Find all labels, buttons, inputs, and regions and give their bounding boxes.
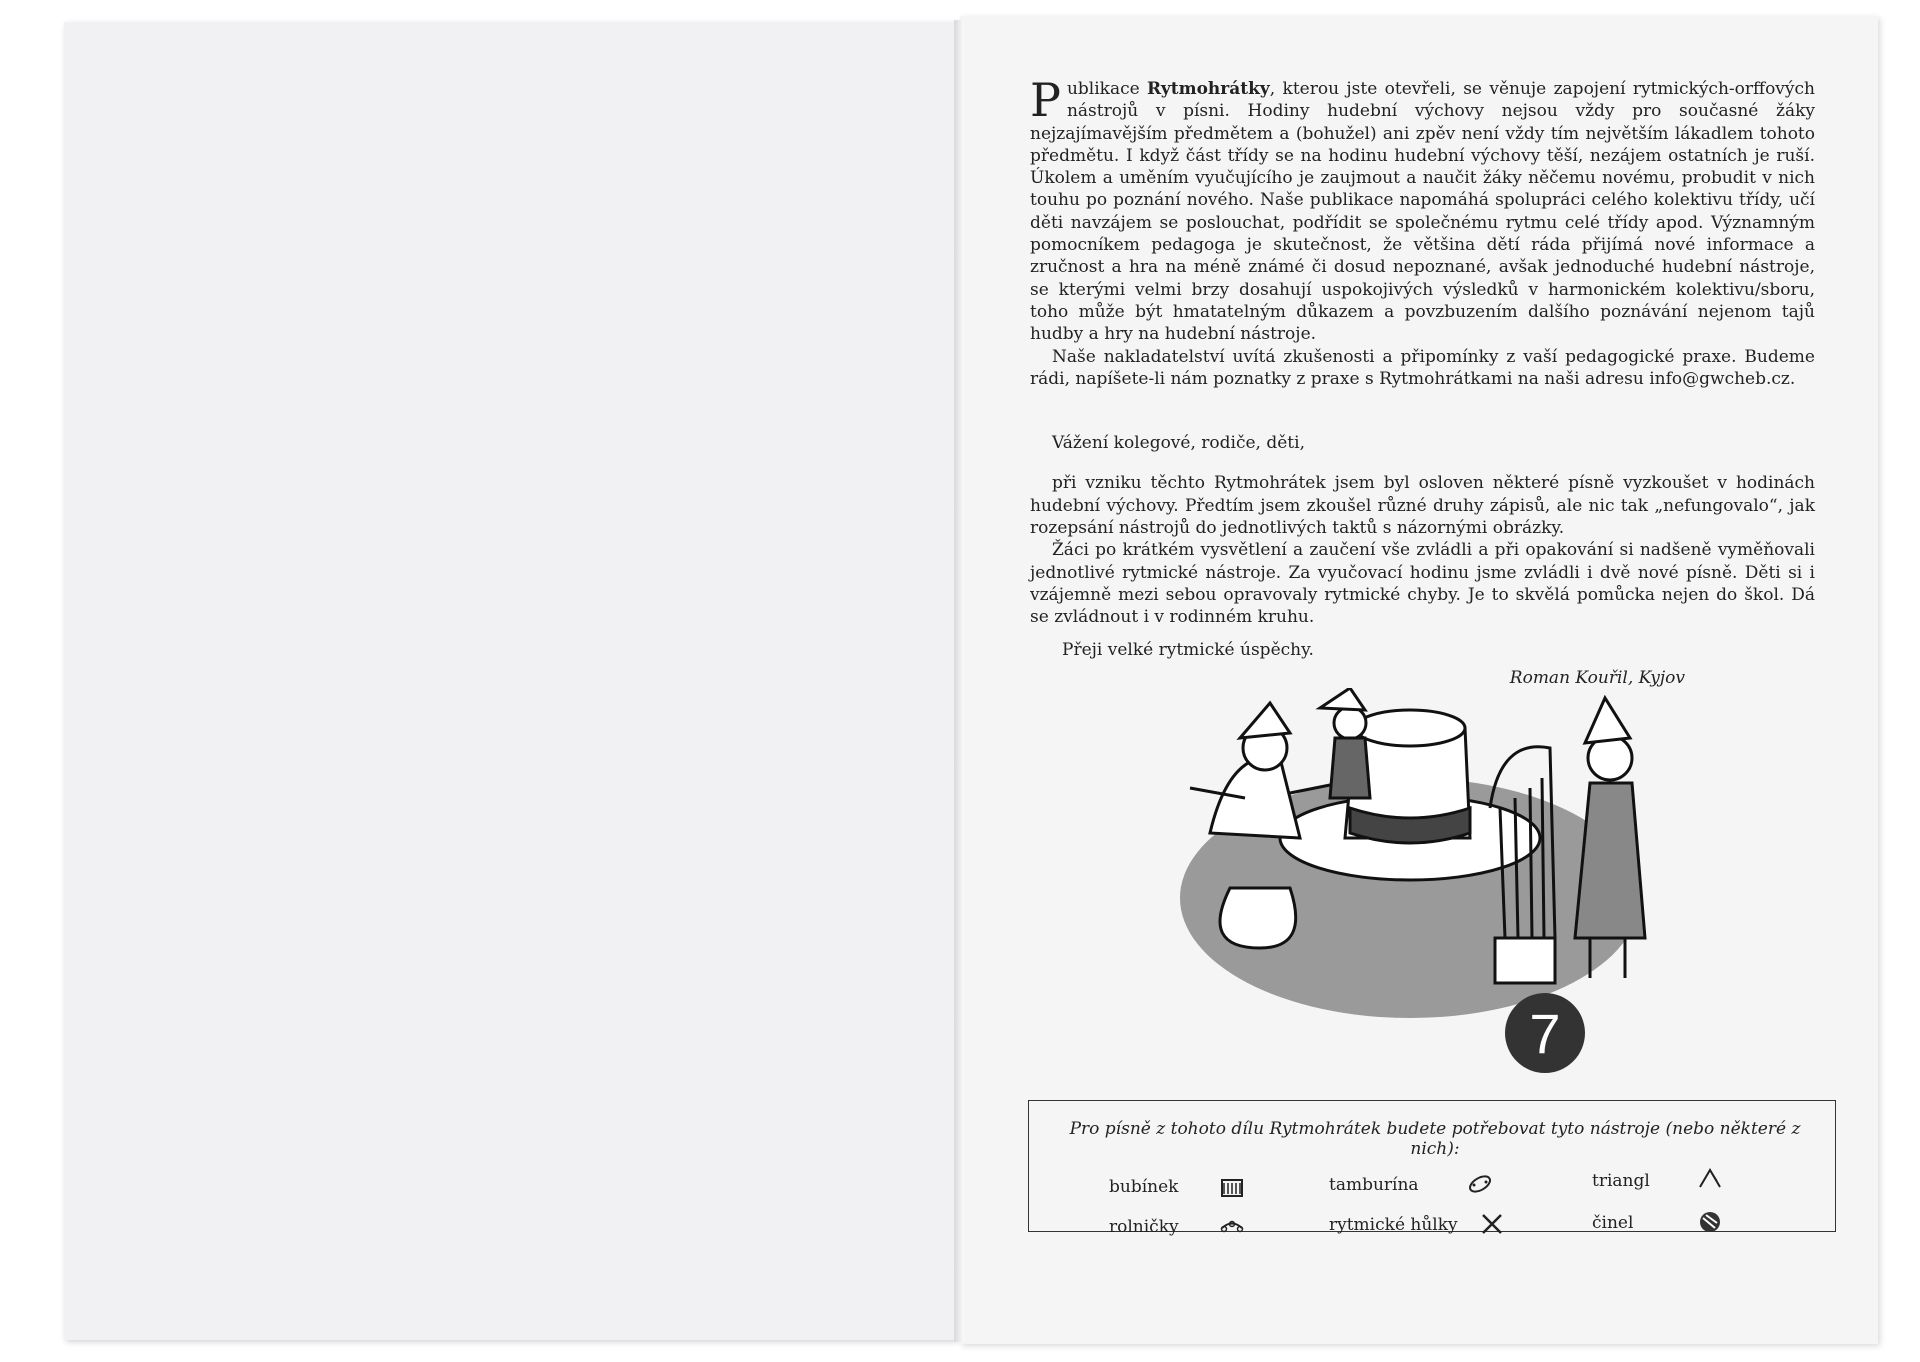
triangle-icon [1697,1165,1723,1191]
instrument-label-cymbal: činel [1592,1213,1634,1233]
intro-paragraph [1030,73,1815,346]
instrument-label-tambourine: tamburína [1329,1175,1419,1195]
dwarf-back-icon [1320,688,1370,798]
volume-badge [1505,993,1585,1073]
instrument-label-bells: rolničky [1109,1217,1179,1237]
instrument-label-sticks: rytmické hůlky [1329,1215,1458,1235]
instruments-box [1028,1100,1836,1237]
letter-signature: Roman Kouřil, Kyjov [1509,667,1685,688]
intro-rest: , kterou jste otevřeli, se věnuje zapojení rytmických-orffových nástrojů v písni. Hodiny hudební výchovy nejsou vždy pro současné žáky nejzajímavějším předmětem a (bohužel) ani zpěv není vždy tím největším lákadlem tohoto předmětu. I když část třídy se na hodinu hudební výchovy těší, nezájem ostatních je ruší. Úkolem a uměním vyučujícího je zaujmout a naučit žáky něčemu novému, probudit v nich touhu po poznání nového. Naše publikace napomáhá spolupráci celého kolektivu třídy, učí děti navzájem se poslouchat, podřídit se společnému rytmu celé třídy apod. Významným pomocníkem pedagoga je skutečnost, že většina dětí ráda přijímá nové informace a zručnost a hra na méně známé či dosud nepoznané, avšak jednoduché hudební nástroje, se kterými velmi brzy dosahují uspokojivých výsledků v harmonickém kolektivu/sboru, toho může být hmatatelným důkazem a povzbuzením dalšího poznávání nejenom tajů hudby a hry na hudební nástroje. [1030,79,1815,345]
intro-lead: ublikace [1066,79,1148,99]
letter-closing: Přeji velké rytmické úspěchy. [1062,639,1314,660]
letter-paragraph-1: při vzniku těchto Rytmohrátek jsem byl osloven některé písně vyzkoušet v hodinách hudební výchovy. Předtím jsem zkoušel různé druhy zápisů, ale nic tak „nefungovalo“, jak rozepsání nástrojů do jednotlivých taktů s názornými obrázky. [1030,473,1815,539]
instrument-label-triangle: triangl [1592,1171,1650,1191]
volume-number: 7 [1529,1002,1561,1065]
letter-greeting: Vážení kolegové, rodiče, děti, [1052,433,1305,454]
instrument-label-drum: bubínek [1109,1177,1179,1197]
title-bold: Rytmohrátky [1147,79,1270,99]
letter-paragraph-2: Žáci po krátkém vysvětlení a zaučení vše zvládli a při opakování si nadšeně vyměňovali jednotlivé rytmické nástroje. Za vyučovací hodinu jsme zvládli i dvě nové písně. Děti si i vzájemně mezi sebou opravovaly rytmické chyby. Je to skvělá pomůcka nejen do škol. Dá se zvládnout i v rodinném kruhu. [1030,540,1815,628]
publisher-note: Naše nakladatelství uvítá zkušenosti a připomínky z vaší pedagogické praxe. Budeme rádi, napíšete-li nám poznatky z praxe s Rytmohrátkami na naši adresu info@gwcheb.cz. [1030,346,1815,389]
tambourine-icon [1467,1171,1493,1197]
cymbal-icon [1697,1209,1723,1235]
book-spine [954,20,964,1342]
instruments-box-title: Pro písně z tohoto dílu Rytmohrátek budete potřebovat tyto nástroje (nebo některé z nich): [1069,1119,1801,1159]
drum-icon [1219,1175,1245,1201]
dwarfs-illustration [1170,688,1730,1088]
bells-icon [1219,1213,1245,1239]
dwarf-right-icon [1575,698,1645,978]
drop-cap: P [1030,73,1061,127]
sticks-icon [1479,1211,1505,1237]
left-page-blank [64,22,956,1340]
page-text [1030,73,1815,689]
